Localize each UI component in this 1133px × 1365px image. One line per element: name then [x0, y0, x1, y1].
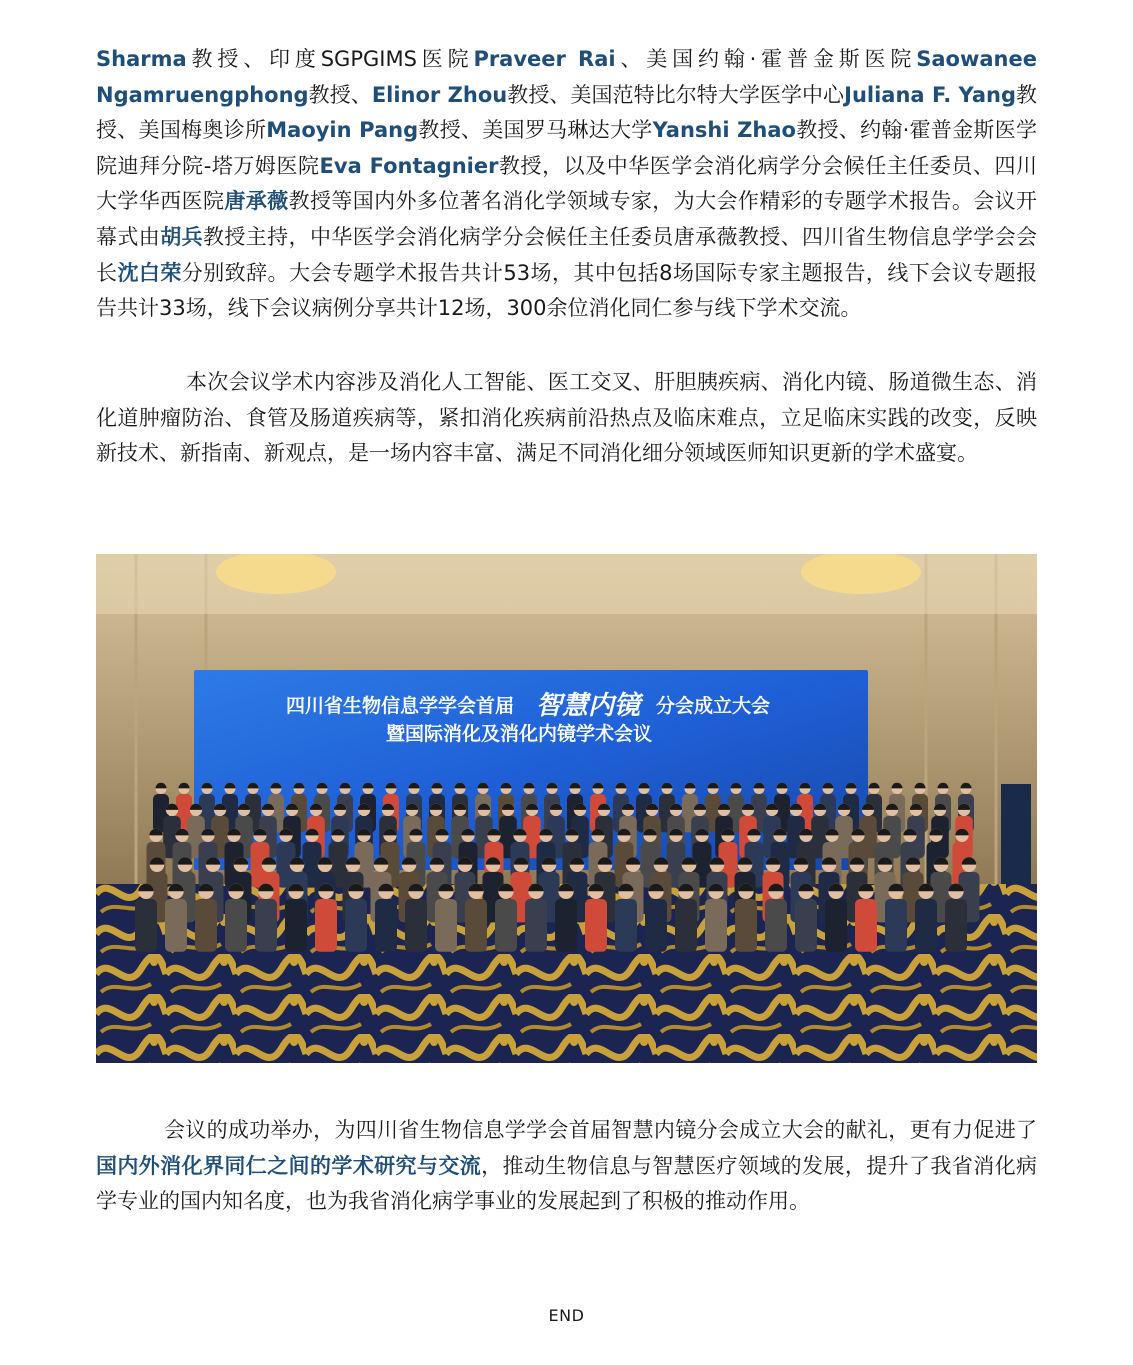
attendee-body	[165, 899, 187, 952]
banner-title-right: 分会成立大会	[656, 695, 771, 717]
attendee-body	[675, 899, 697, 952]
banner-title-script: 智慧内镜	[536, 691, 641, 721]
body-text: 教授、	[308, 82, 372, 107]
attendee-body	[705, 899, 727, 952]
highlighted-name: Elinor Zhou	[371, 82, 508, 107]
body-text: 、美国约翰·霍普金斯医院	[615, 47, 917, 71]
attendee-body	[135, 899, 157, 952]
attendee-body	[795, 899, 817, 952]
attendee-body	[375, 899, 397, 952]
attendee-body	[915, 899, 937, 952]
attendee-body	[525, 899, 547, 952]
body-text: 分别致辞。大会专题学术报告共计53场，其中包括8场国际专家主题报告，线下会议专题报告共计33场，线下会议病例分享共计12场，300余位消化同仁参与线下学术交流。	[96, 260, 1038, 321]
body-text: 教授、美国梅奥诊所	[96, 82, 1038, 143]
attendee-body	[495, 899, 517, 952]
attendee-body	[855, 899, 877, 952]
group-photo	[96, 554, 1037, 1063]
highlighted-name: Eva Fontagnier	[319, 153, 499, 178]
end-marker: END	[548, 1306, 585, 1325]
attendee-body	[285, 899, 307, 952]
paragraph-content-summary: 本次会议学术内容涉及消化人工智能、医工交叉、肝胆胰疾病、消化内镜、肠道微生态、消化道肿瘤防治、食管及肠道疾病等，紧扣消化疾病前沿热点及临床难点，立足临床实践的改变，反映新技术、新指南、新观点，是一场内容丰富、满足不同消化细分领域医师知识更新的学术盛宴。	[96, 370, 1037, 466]
attendee-body	[825, 899, 847, 952]
highlighted-name: 唐承薇	[224, 189, 289, 214]
attendee-body	[225, 899, 247, 952]
attendee-body	[555, 899, 577, 952]
banner-subtitle: 暨国际消化及消化内镜学术会议	[386, 723, 653, 745]
body-text: 教授等国内外多位著名消化学领域专家，为大会作精彩的专题学术报告。会议开幕式由	[96, 189, 1038, 249]
attendee-body	[735, 899, 757, 952]
body-text: 教授、美国范特比尔特大学医学中心	[507, 82, 845, 107]
banner-title-left: 四川省生物信息学学会首届	[286, 695, 515, 717]
body-text: 教授、美国罗马琳达大学	[418, 118, 653, 143]
attendee-body	[405, 899, 427, 952]
body-text: 教授主持，中华医学会消化病学分会候任主任委员唐承薇教授、四川省生物信息学学会会长	[96, 224, 1038, 285]
body-text: 教授，以及中华医学会消化病学分会候任主任委员、四川大学华西医院	[96, 153, 1038, 214]
highlighted-name: Maoyin Pang	[266, 118, 419, 143]
highlighted-name: 国内外消化界同仁之间的学术研究与交流	[96, 1153, 482, 1178]
attendee-body	[435, 899, 457, 952]
attendee-body	[615, 899, 637, 952]
paragraph-conclusion	[96, 1113, 1037, 1220]
body-text: 教授、约翰·霍普金斯医学院迪拜分院-塔万姆医院	[96, 118, 1037, 178]
attendee-body	[765, 899, 787, 952]
attendee-body	[645, 899, 667, 952]
attendee-body	[195, 899, 217, 952]
body-text: ，推动生物信息与智慧医疗领域的发展，提升了我省消化病学专业的国内知名度，也为我省消化病学事业的发展起到了积极的推动作用。	[96, 1153, 1038, 1214]
attendee-body	[255, 899, 277, 952]
attendee-body	[315, 899, 337, 952]
attendee-body	[585, 899, 607, 952]
highlighted-name: 沈白荣	[117, 260, 182, 285]
paragraph-speakers	[96, 42, 1037, 327]
attendee-body	[885, 899, 907, 952]
attendee-body	[465, 899, 487, 952]
attendee-body	[345, 899, 367, 952]
highlighted-name: Yanshi Zhao	[652, 118, 796, 143]
highlighted-name: Juliana F. Yang	[844, 82, 1016, 107]
attendee-body	[945, 899, 967, 952]
highlighted-name: Sharma	[96, 47, 187, 71]
body-text: 教授、印度SGPGIMS医院	[186, 47, 474, 71]
body-text: 会议的成功举办，为四川省生物信息学学会首届智慧内镜分会成立大会的献礼，更有力促进了	[164, 1118, 1037, 1142]
highlighted-name: 胡兵	[160, 224, 203, 249]
highlighted-name: Praveer Rai	[473, 47, 616, 71]
highlighted-name: Saowanee Ngamruengphong	[96, 47, 1037, 107]
